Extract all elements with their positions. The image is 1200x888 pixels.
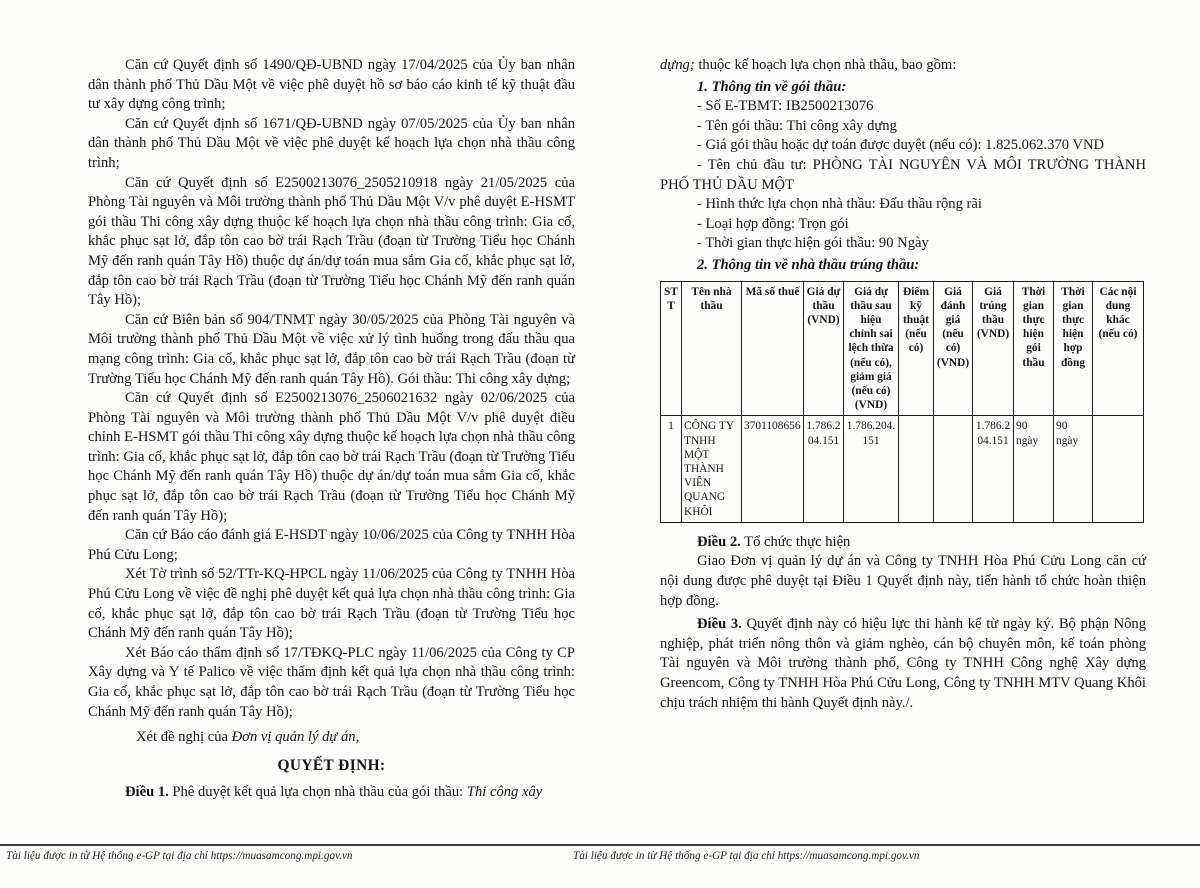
header-tax-code: Mã số thuế	[742, 281, 804, 416]
citation-paragraph-8: Xét Báo cáo thẩm định số 17/TĐKQ-PLC ngày 11/06/2025 của Công ty CP Xây dựng và Y tế Palico về việc thẩm định kết quả lựa chọn nhà thầu công trình: Gia cố, khắc phục sạt lở, đắp tôn cao bờ trái Rạch Trầu (đoạn từ Trường Tiểu học Chánh Mỹ đến ranh quán Tây Hồ);	[88, 644, 575, 720]
article-2-label: Điều 2.	[697, 533, 741, 550]
header-corrected-bid-price: Giá dự thầu sau hiệu chỉnh sai lệch thừa (nếu có), giảm giá (nếu có) (VND)	[844, 281, 899, 416]
header-stt: STT	[661, 281, 682, 416]
consideration-line	[88, 728, 575, 748]
article-1-paragraph	[88, 783, 575, 803]
header-contractor-name: Tên nhà thầu	[682, 281, 742, 416]
cell-other-contents	[1093, 416, 1144, 522]
table-header-row	[661, 281, 1144, 416]
citation-paragraph-5: Căn cứ Quyết định số E2500213076_2506021632 ngày 02/06/2025 của Phòng Tài nguyên và Môi trường thành phố Thủ Dầu Một V/v phê duyệt điều chỉnh E-HSMT gói thầu Thi công xây dựng thuộc kế hoạch lựa chọn nhà thầu công trình: Gia cố, khắc phục sạt lở, đắp tôn cao bờ trái Rạch Trầu (đoạn từ Trường Tiểu học Chánh Mỹ đến ranh quán Tây Hồ) thuộc dự án/dự toán mua sắm Gia cố, khắc phục sạt lở, đắp tôn cao bờ trái Rạch Trầu (đoạn từ Trường Tiểu học Chánh Mỹ đến ranh quán Tây Hồ);	[88, 390, 575, 524]
header-technical-score: Điểm kỹ thuật (nếu có)	[899, 281, 934, 416]
article-3-text: Quyết định này có hiệu lực thi hành kể từ ngày ký. Bộ phận Nông nghiệp, phát triển nông thôn và giảm nghèo, cán bộ chuyên môn, kế toán phòng Tài nguyên và Môi trường thành phố, Công ty TNHH Công nghệ Xây dựng Greencom, Công ty TNHH Hòa Phú Cửu Long, Công ty TNHH MTV Quang Khôi chịu trách nhiệm thi hành Quyết định này./.	[660, 616, 1147, 711]
header-package-duration: Thời gian thực hiện gói thầu	[1014, 281, 1054, 416]
article-1-continuation	[660, 56, 1146, 76]
cell-contractor-name: CÔNG TY TNHH MỘT THÀNH VIÊN QUANG KHÔI	[682, 416, 742, 522]
header-contract-duration: Thời gian thực hiện hợp đồng	[1054, 281, 1093, 416]
header-winning-price: Giá trúng thầu (VND)	[973, 281, 1014, 416]
package-item-price: - Giá gói thầu hoặc dự toán được duyệt (nếu có): 1.825.062.370 VND	[697, 137, 1105, 154]
header-other-contents: Các nội dung khác (nếu có)	[1093, 281, 1144, 416]
cell-tax-code: 3701108656	[742, 416, 804, 522]
cell-technical-score	[899, 416, 934, 522]
article-2-title	[660, 533, 1146, 553]
continuation-text: thuộc kế hoạch lựa chọn nhà thầu, bao gồm:	[694, 57, 957, 73]
citation-paragraph-2: Căn cứ Quyết định số 1671/QĐ-UBND ngày 07/05/2025 của Ủy ban nhân dân thành phố Thủ Dầu Một về việc phê duyệt kế hoạch lựa chọn nhà thầu công trình;	[88, 115, 575, 171]
cell-evaluated-price	[934, 416, 973, 522]
section-1-heading: 1. Thông tin về gói thầu:	[697, 78, 847, 95]
article-3-label: Điều 3.	[697, 616, 742, 633]
citation-paragraph-1: Căn cứ Quyết định số 1490/QĐ-UBND ngày 17/04/2025 của Ủy ban nhân dân thành phố Thủ Dầu Một về việc phê duyệt hồ sơ báo cáo kinh tế kỹ thuật đầu tư xây dựng công trình;	[88, 57, 575, 113]
citation-paragraph-3: Căn cứ Quyết định số E2500213076_2505210918 ngày 21/05/2025 của Phòng Tài nguyên và Môi trường thành phố Thủ Dầu Một V/v phê duyệt E-HSMT gói thầu Thi công xây dựng thuộc kế hoạch lựa chọn nhà thầu công trình: Gia cố, khắc phục sạt lở, đắp tôn cao bờ trái Rạch Trầu (đoạn từ Trường Tiểu học Chánh Mỹ đến ranh quán Tây Hồ) thuộc dự án/dự toán mua sắm Gia cố, khắc phục sạt lở, đắp tôn cao bờ trái Rạch Trầu (đoạn từ Trường Tiểu học Chánh Mỹ đến ranh quán Tây Hồ);	[88, 174, 575, 309]
cell-corrected-bid-price: 1.786.204.151	[844, 416, 899, 522]
consideration-prefix: Xét đề nghị của	[136, 729, 232, 746]
header-evaluated-price: Giá đánh giá (nếu có) (VND)	[934, 281, 973, 416]
footer-divider	[0, 844, 1200, 846]
cell-contract-duration: 90 ngày	[1054, 416, 1093, 522]
citation-paragraph-7: Xét Tờ trình số 52/TTr-KQ-HPCL ngày 11/06/2025 của Công ty TNHH Hòa Phú Cửu Long về việc đề nghị phê duyệt kết quả lựa chọn nhà thầu công trình: Gia cố, khắc phục sạt lở, đắp tôn cao bờ trái Rạch Trầu (đoạn từ Trường Tiểu học Chánh Mỹ đến ranh quán Tây Hồ);	[88, 566, 575, 642]
cell-bid-price: 1.786.204.151	[804, 416, 844, 522]
article-1-package-name: Thi công xây	[466, 784, 543, 801]
right-page-column	[660, 56, 1146, 713]
package-item-contract-type: - Loại hợp đồng: Trọn gói	[697, 215, 849, 232]
continuation-italic: dựng;	[660, 57, 695, 73]
article-2-title-text: Tổ chức thực hiện	[740, 533, 851, 550]
decision-heading: QUYẾT ĐỊNH:	[277, 756, 386, 774]
consideration-subject: Đơn vị quản lý dự án,	[231, 729, 360, 746]
left-page-column	[88, 56, 575, 803]
package-item-method: - Hình thức lựa chọn nhà thầu: Đấu thầu rộng rãi	[697, 196, 982, 213]
cell-stt: 1	[661, 416, 682, 522]
article-2-body: Giao Đơn vị quản lý dự án và Công ty TNHH Hòa Phú Cửu Long căn cứ nội dung được phê duyệt tại Điều 1 Quyết định này, tiến hành tổ chức hoàn thiện hợp đồng.	[660, 553, 1146, 609]
winning-bidder-table	[660, 281, 1144, 523]
citation-paragraph-6: Căn cứ Báo cáo đánh giá E-HSDT ngày 10/06/2025 của Công ty TNHH Hòa Phú Cửu Long;	[88, 527, 575, 563]
section-2-heading: 2. Thông tin về nhà thầu trúng thầu:	[697, 256, 920, 273]
package-item-duration: - Thời gian thực hiện gói thầu: 90 Ngày	[697, 235, 929, 252]
article-3-paragraph	[660, 615, 1146, 713]
article-1-label: Điều 1.	[125, 784, 169, 801]
footer-note-right: Tài liệu được in từ Hệ thống e-GP tại địa chỉ https://muasamcong.mpi.gov.vn	[573, 850, 920, 862]
package-item-name: - Tên gói thầu: Thi công xây dựng	[697, 117, 897, 134]
cell-winning-price: 1.786.204.151	[973, 416, 1014, 522]
table-row	[661, 416, 1144, 522]
cell-package-duration: 90 ngày	[1014, 416, 1054, 522]
citation-paragraph-4: Căn cứ Biên bản số 904/TNMT ngày 30/05/2025 của Phòng Tài nguyên và Môi trường thành phố Thủ Dầu Một về việc xử lý tình huống trong đấu thầu qua mạng công trình: Gia cố, khắc phục sạt lở, đắp tôn cao bờ trái Rạch Trầu (đoạn từ Trường Tiểu học Chánh Mỹ đến ranh quán Tây Hồ). Gói thầu: Thi công xây dựng;	[88, 311, 575, 387]
package-item-investor: - Tên chủ đầu tư: PHÒNG TÀI NGUYÊN VÀ MÔI TRƯỜNG THÀNH PHỐ THỦ DẦU MỘT	[660, 156, 1146, 193]
package-item-etbmt: - Số E-TBMT: IB2500213076	[697, 98, 874, 115]
footer-note-left: Tài liệu được in từ Hệ thống e-GP tại địa chỉ https://muasamcong.mpi.gov.vn	[6, 850, 353, 862]
header-bid-price: Giá dự thầu (VND)	[804, 281, 844, 416]
article-1-text: Phê duyệt kết quả lựa chọn nhà thầu của gói thầu:	[168, 784, 467, 801]
